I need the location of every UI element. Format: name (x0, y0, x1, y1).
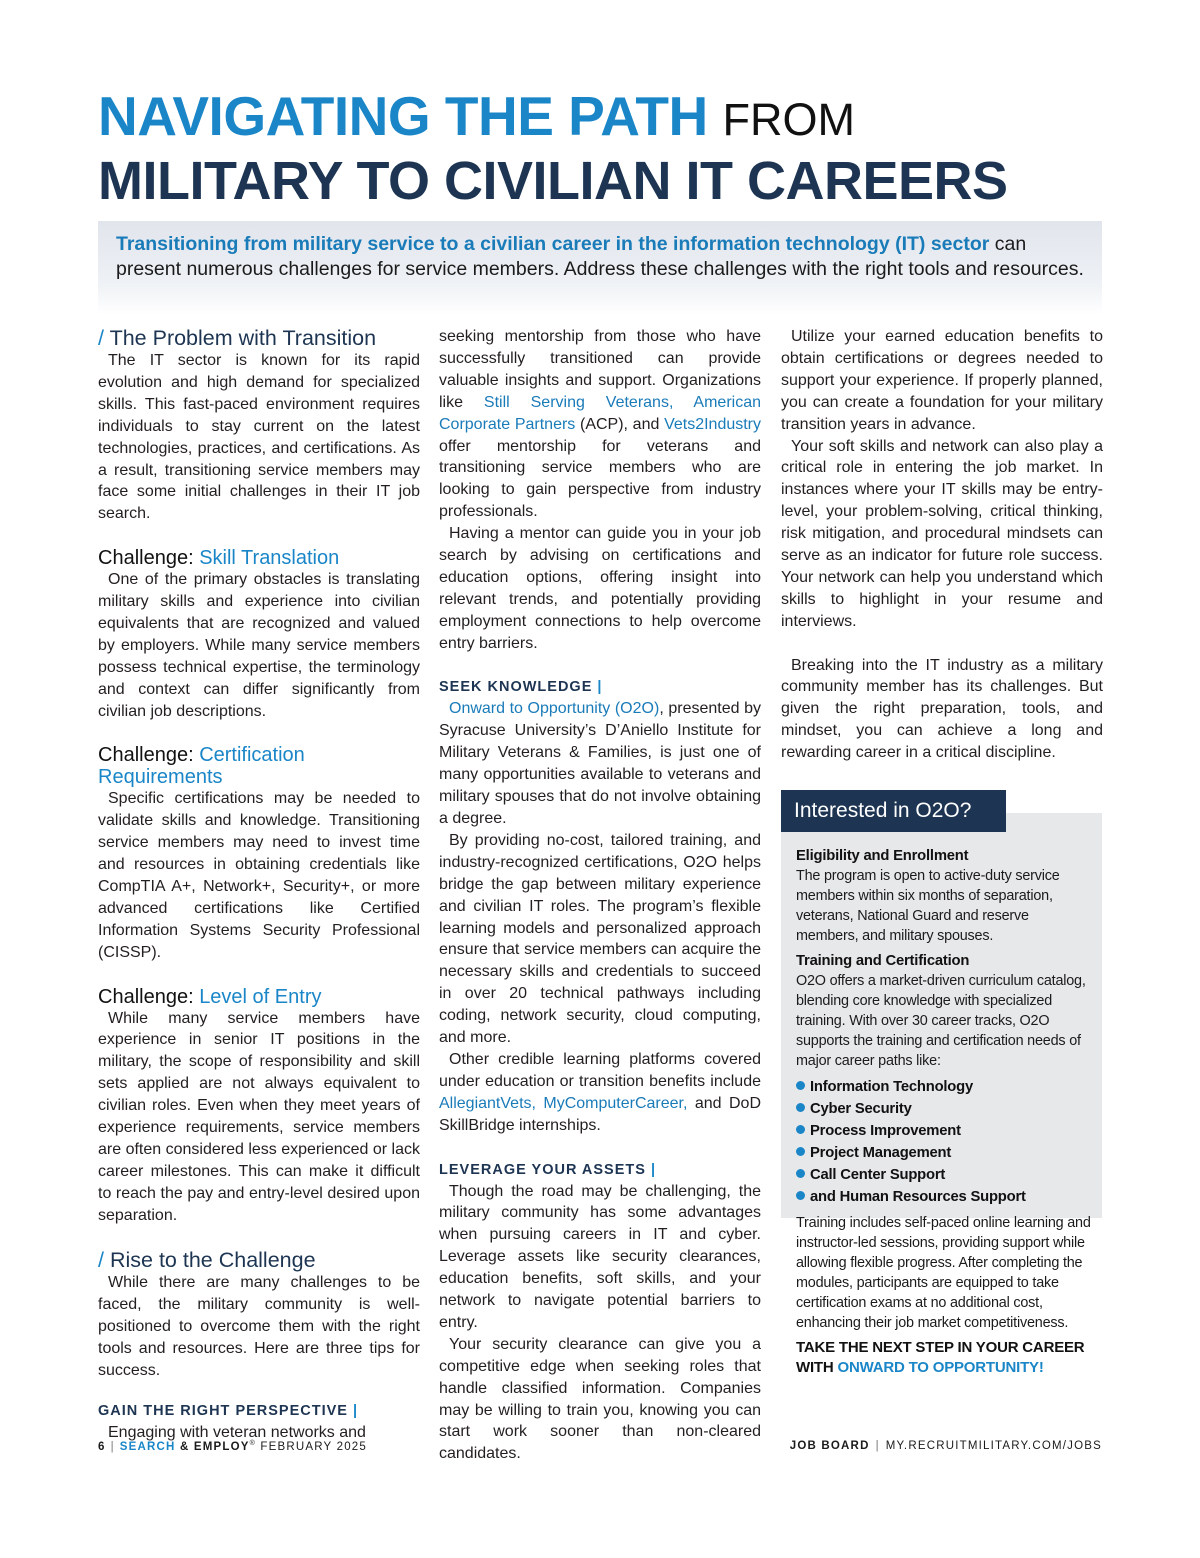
bullet-dot-icon (796, 1191, 805, 1200)
subheading-text: LEVERAGE YOUR ASSETS (439, 1161, 646, 1178)
challenge-heading-entry (98, 986, 420, 1008)
text: offer mentorship for veterans and transitioning service members who are looking to gain perspective from industry professionals. (439, 437, 761, 521)
challenge-title: Level of Entry (199, 985, 322, 1008)
slash-mark: / (98, 1248, 104, 1273)
footer-separator: | (875, 1440, 880, 1452)
spacer (98, 525, 420, 547)
paragraph: Having a mentor can guide you in your job search by advising on certifications and education options, offering insight into relevant trends, and potentially providing employment connections to help overcome entry barriers. (439, 525, 761, 652)
bullet-dot-icon (796, 1081, 805, 1090)
subheading-gain (98, 1400, 420, 1422)
paragraph-mentorship (439, 326, 761, 523)
challenge-label: Challenge: (98, 744, 194, 767)
title-highlight: NAVIGATING THE PATH (98, 85, 708, 147)
list-item (796, 1076, 1092, 1098)
spacer (781, 633, 1103, 655)
track-label: Project Management (810, 1145, 952, 1161)
subheading-text: GAIN THE RIGHT PERSPECTIVE (98, 1403, 348, 1419)
bullet-dot-icon (796, 1169, 805, 1178)
challenge-title: Skill Translation (199, 547, 340, 570)
challenge-label: Challenge: (98, 985, 194, 1008)
sidebar-header: Interested in O2O? (781, 790, 1006, 832)
track-label: Process Improvement (810, 1123, 961, 1139)
spacer (98, 1382, 420, 1400)
subheading-leverage (439, 1159, 761, 1181)
track-label: Information Technology (810, 1079, 974, 1095)
intro-lead: Transitioning from military service to a civilian career in the information technology (IT) sector (116, 233, 990, 255)
bar-mark: | (353, 1403, 359, 1419)
paragraph: Engaging with veteran networks and (108, 1424, 366, 1441)
bullet-dot-icon (796, 1147, 805, 1156)
issue-date: FEBRUARY 2025 (260, 1440, 367, 1453)
list-item (796, 1142, 1092, 1164)
cta-link[interactable]: ONWARD TO OPPORTUNITY! (837, 1359, 1044, 1376)
sidebar-paragraph: The program is open to active-duty service members within six months of separation, veterans, National Guard and reserve members, and military spouses. (796, 868, 1060, 944)
section-heading-rise (98, 1248, 420, 1272)
section-heading-problem (98, 326, 420, 350)
text: Other credible learning platforms covered under education or transition benefits include (439, 1050, 761, 1090)
sidebar-heading-training: Training and Certification (796, 953, 970, 969)
paragraph: Breaking into the IT industry as a military community member has its challenges. But given the right preparation, tools, and mindset, you can achieve a long and rewarding career in a critical discipline. (781, 656, 1103, 762)
section-url[interactable]: MY.RECRUITMILITARY.COM/JOBS (885, 1440, 1102, 1452)
bullet-dot-icon (796, 1103, 805, 1112)
paragraph: Though the road may be challenging, the military community has some advantages when pursuing careers in IT and cyber. Leverage assets like security clearances, education benefits, soft skills, and your network to navigate potential barriers to entry. (439, 1182, 761, 1331)
bar-mark: | (597, 679, 603, 696)
magazine-name: SEARCH (119, 1440, 176, 1453)
list-item (796, 1120, 1092, 1142)
footer-section (790, 1440, 1102, 1452)
sidebar-paragraph: Training includes self-paced online learning and instructor-led sessions, providing support while allowing flexible progress. After completing the modules, participants are equipped to take certification exams at no additional cost, enhancing their job market competitiveness. (796, 1215, 1091, 1331)
section-title: Rise to the Challenge (109, 1248, 316, 1273)
challenge-heading-certification (98, 744, 420, 788)
sidebar-heading-eligibility: Eligibility and Enrollment (796, 848, 969, 864)
title-line-2: MILITARY TO CIVILIAN IT CAREERS (98, 151, 1008, 211)
column-3 (781, 326, 1103, 764)
registered-mark: ® (249, 1440, 256, 1447)
career-track-list (796, 1076, 1092, 1208)
organization-link[interactable]: Still Serving Veterans, American Corporate Partners (439, 393, 761, 433)
list-item (796, 1186, 1092, 1208)
footer-separator: | (110, 1440, 115, 1453)
challenge-label: Challenge: (98, 547, 194, 570)
sidebar-paragraph: O2O offers a market-driven curriculum catalog, blending core knowledge with specialized training. With over 30 career tracks, O2O supports the training and certification needs of major career paths like: (796, 973, 1086, 1069)
text: and DoD SkillBridge internships. (439, 1094, 761, 1134)
o2o-link[interactable]: Onward to Opportunity (O2O) (449, 700, 660, 718)
spacer (98, 964, 420, 986)
footer-folio (98, 1440, 367, 1453)
platform-link[interactable]: AllegiantVets, MyComputerCareer, (439, 1094, 688, 1112)
paragraph: Specific certifications may be needed to validate skills and knowledge. Transitioning service members may need to invest time and resources in obtaining credentials like CompTIA A+, Network+, Security+, or more advanced certifications like Certified Information Systems Security Professional (CISSP). (98, 790, 420, 961)
paragraph: By providing no-cost, tailored training, and industry-recognized certifications, O2O helps bridge the gap between military experience and civilian IT roles. The program’s flexible learning models and personalized approach ensure that service members can acquire the necessary skills and credentials to succeed in over 20 technical pathways including coding, network security, cloud computing, and more. (439, 831, 761, 1047)
organization-link[interactable]: Vets2Industry (664, 415, 762, 433)
paragraph: Utilize your earned education benefits to obtain certifications or degrees needed to support your experience. If properly planned, you can create a foundation for your military transition years in advance. (781, 328, 1103, 433)
intro-deck (98, 221, 1102, 315)
spacer (439, 655, 761, 677)
paragraph: While many service members have experience in senior IT positions in the military, the scope of responsibility and skill sets applied are not always equivalent to civilian roles. Even when they meet years of experience requirements, service members are often considered less experienced or lack career milestones. This can make it difficult to reach the pay and entry-level desired upon separation. (98, 1009, 420, 1224)
track-label: Cyber Security (810, 1101, 912, 1117)
paragraph: Your soft skills and network can also play a critical role in entering the job market. In instances where your IT skills may be entry-level, your problem-solving, critical thinking, risk mitigation, and procedural mindsets can serve as an indicator for future role success. Your network can help you understand which skills to highlight in your resume and interviews. (781, 437, 1103, 630)
magazine-name-rest: & EMPLOY (179, 1440, 250, 1453)
subheading-seek (439, 676, 761, 698)
slash-mark: / (98, 326, 104, 350)
track-label: and Human Resources Support (810, 1189, 1026, 1205)
title-from: FROM (722, 94, 855, 145)
list-item (796, 1098, 1092, 1120)
paragraph: Your security clearance can give you a competitive edge when seeking roles that handle classified information. Companies may be willing to train you, knowing you can start work sooner than non-cleared candidates. (439, 1335, 761, 1463)
article-title (98, 85, 1108, 211)
spacer (439, 1137, 761, 1159)
spacer (98, 722, 420, 744)
text: , presented by Syracuse University’s D’Aniello Institute for Military Veterans & Families, is just one of many opportunities available to veterans and military spouses that do not involve obtaining a degree. (439, 700, 762, 828)
section-name: JOB BOARD (789, 1440, 870, 1452)
text: (ACP), and (575, 415, 665, 433)
track-label: Call Center Support (810, 1167, 946, 1183)
challenge-heading-skill (98, 547, 420, 569)
sidebar-body (796, 846, 1092, 1383)
cta-text: TAKE THE NEXT STEP IN YOUR CAREER WITH (796, 1339, 1085, 1376)
list-item (796, 1164, 1092, 1186)
bullet-dot-icon (796, 1125, 805, 1134)
bar-mark: | (650, 1161, 657, 1178)
challenge-title: Certification Requirements (98, 744, 305, 789)
call-to-action (796, 1338, 1092, 1378)
column-1 (98, 326, 420, 1444)
paragraph: While there are many challenges to be faced, the military community is well-positioned to overcome them with the right tools and resources. Here are three tips for success. (98, 1274, 420, 1380)
intro-text: can present numerous challenges for service members. Address these challenges with the right tools and resources. (116, 233, 1084, 280)
text: seeking mentorship from those who have successfully transitioned can provide valuable insights and support. Organizations like (439, 328, 761, 411)
paragraph-o2o (439, 698, 761, 829)
column-2 (439, 326, 761, 1465)
section-title: The Problem with Transition (109, 326, 377, 350)
spacer (98, 1227, 420, 1249)
paragraph: One of the primary obstacles is translating military skills and experience into civilian equivalents that are recognized and valued by employers. While many service members possess technical expertise, the terminology and context can differ significantly from civilian job descriptions. (98, 571, 420, 720)
subheading-text: SEEK KNOWLEDGE (439, 679, 593, 696)
page-number: 6 (98, 1440, 106, 1453)
paragraph: The IT sector is known for its rapid evolution and high demand for specialized skills. This fast-paced environment requires individuals to stay current on the latest technologies, practices, and certifications. As a result, transitioning service members may face some initial challenges in their IT job search. (98, 352, 420, 523)
paragraph-platforms (439, 1049, 761, 1137)
title-line-1 (98, 85, 855, 147)
